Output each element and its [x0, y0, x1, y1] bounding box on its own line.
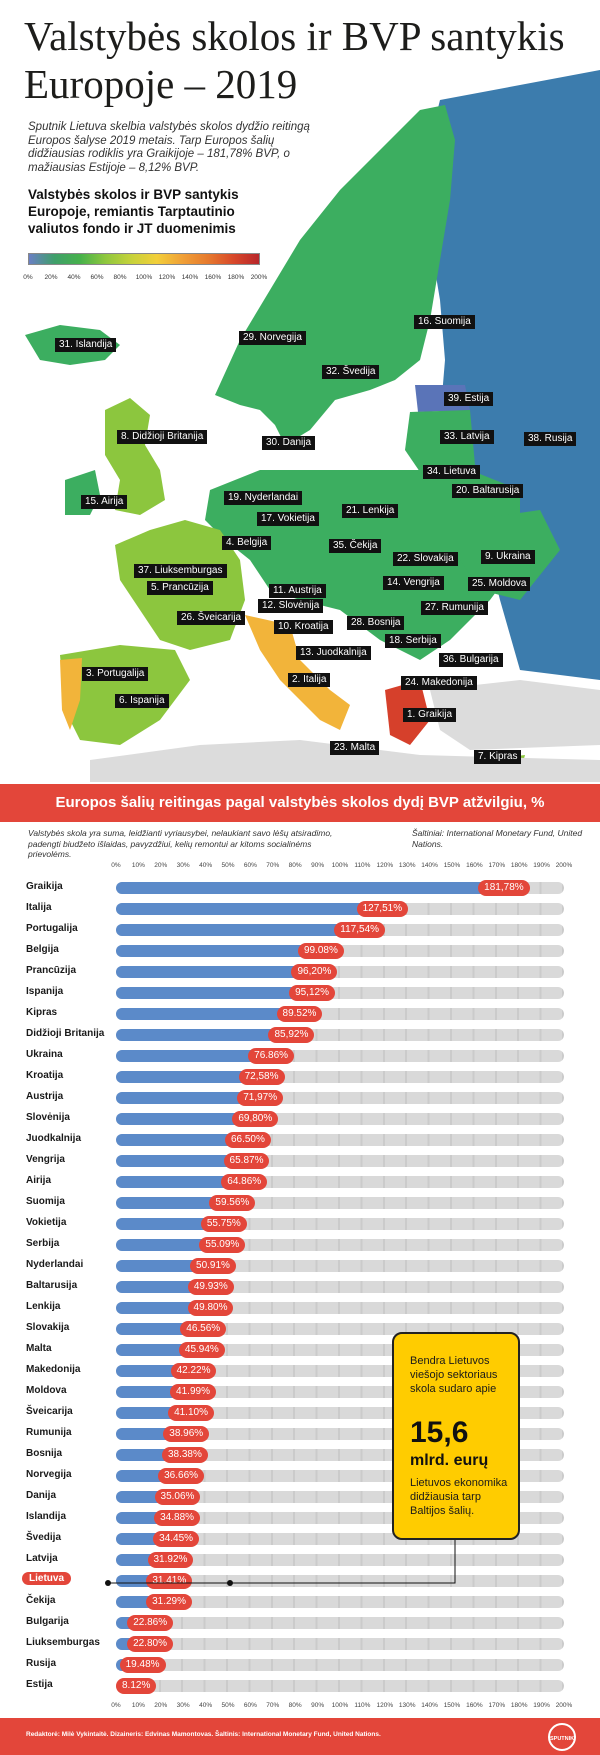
- bar-value-label: 99.08%: [298, 943, 344, 959]
- map-label: 31. Islandija: [55, 338, 116, 352]
- bar-value-label: 35.06%: [155, 1489, 201, 1505]
- map-label: 26. Šveicarija: [177, 611, 245, 625]
- bar-value-label: 71,97%: [237, 1090, 283, 1106]
- bar-value-label: 19.48%: [120, 1657, 166, 1673]
- bar-value-label: 31.92%: [148, 1552, 194, 1568]
- map-label: 33. Latvija: [440, 430, 494, 444]
- bar-category-label: Vokietija: [26, 1217, 67, 1228]
- bar-category-label: Portugalija: [26, 923, 78, 934]
- scale-tick: 160%: [204, 274, 222, 281]
- bar-category-label: Prancūzija: [26, 965, 77, 976]
- map-label: 36. Bulgarija: [439, 653, 503, 667]
- x-tick-label: 130%: [398, 1702, 416, 1709]
- bar-value-label: 117,54%: [334, 922, 385, 938]
- x-tick-label: 170%: [488, 1702, 506, 1709]
- map-label: 1. Graikija: [403, 708, 456, 722]
- map-label: 13. Juodkalnija: [296, 646, 371, 660]
- bar-value-label: 38.38%: [162, 1447, 208, 1463]
- bar-category-label: Bosnija: [26, 1448, 63, 1459]
- map-label: 14. Vengrija: [383, 576, 444, 590]
- page-title: Valstybės skolos ir BVP santykis Europoje – 2019: [24, 13, 565, 107]
- bar-value-label: 49.80%: [188, 1300, 234, 1316]
- x-tick-label: 70%: [266, 862, 280, 869]
- bar-value-label: 127,51%: [357, 901, 408, 917]
- x-tick-label: 140%: [421, 862, 438, 869]
- map-label: 17. Vokietija: [257, 512, 319, 526]
- x-tick-label: 110%: [354, 1702, 371, 1709]
- bar-category-label: Nyderlandai: [26, 1259, 84, 1270]
- info-big-number: 15,6: [410, 1416, 469, 1449]
- bar-category-label: Moldova: [26, 1385, 67, 1396]
- bar-value-label: 8.12%: [116, 1678, 156, 1694]
- source-note: Šaltiniai: International Monetary Fund, United Nations.: [412, 828, 583, 849]
- map-label: 2. Italija: [288, 673, 330, 687]
- x-tick-label: 50%: [221, 1702, 235, 1709]
- bar-category-label: Islandija: [26, 1511, 67, 1522]
- sputnik-logo: SPUTNIK: [548, 1723, 576, 1751]
- x-tick-label: 20%: [154, 1702, 168, 1709]
- bar-value-label: 36.66%: [158, 1468, 204, 1484]
- bar-value-label: 42.22%: [171, 1363, 217, 1379]
- bar-category-label: Kroatija: [26, 1070, 64, 1081]
- bar-value-label: 55.09%: [199, 1237, 245, 1253]
- footer-credits: Redaktorė: Milė Vykintaitė. Dizaineris: Edvinas Mamontovas. Šaltinis: International Monetary Fund, United Nations.: [26, 1731, 381, 1738]
- bar-category-label: Suomija: [26, 1196, 65, 1207]
- x-tick-label: 200%: [555, 862, 573, 869]
- bar-category-label: Latvija: [26, 1553, 58, 1564]
- scale-tick: 0%: [23, 274, 33, 281]
- bar-category-label: Italija: [26, 902, 52, 913]
- footer: [0, 1718, 600, 1755]
- scale-tick: 200%: [250, 274, 268, 281]
- map-label: 35. Čekija: [329, 539, 381, 553]
- bar-value-label: 41.99%: [170, 1384, 216, 1400]
- x-tick-label: 80%: [288, 862, 302, 869]
- bar-value-label: 46.56%: [180, 1321, 226, 1337]
- x-tick-label: 170%: [488, 862, 506, 869]
- map-label: 29. Norvegija: [239, 331, 306, 345]
- bar-category-label: Juodkalnija: [26, 1133, 82, 1144]
- map-label: 39. Estija: [444, 392, 493, 406]
- bar-value-label: 59.56%: [209, 1195, 255, 1211]
- bar-category-label: Liuksemburgas: [26, 1637, 100, 1648]
- map-label: 6. Ispanija: [115, 694, 169, 708]
- scale-tick: 60%: [90, 274, 104, 281]
- map-label: 23. Malta: [330, 741, 379, 755]
- bar-category-label: Slovėnija: [26, 1112, 70, 1123]
- x-tick-label: 90%: [311, 1702, 325, 1709]
- bar-value-label: 55.75%: [201, 1216, 247, 1232]
- x-tick-label: 120%: [376, 862, 394, 869]
- bar-category-label: Didžioji Britanija: [26, 1028, 105, 1039]
- bar-value-label: 22.86%: [127, 1615, 173, 1631]
- map-label: 28. Bosnija: [347, 616, 404, 630]
- x-tick-label: 60%: [243, 1702, 257, 1709]
- x-tick-label: 120%: [376, 1702, 394, 1709]
- x-tick-label: 180%: [510, 862, 528, 869]
- x-tick-label: 100%: [331, 862, 349, 869]
- bar-category-label: Serbija: [26, 1238, 60, 1249]
- x-tick-label: 70%: [266, 1702, 280, 1709]
- bar-value-label: 49.93%: [188, 1279, 234, 1295]
- map-label: 27. Rumunija: [421, 601, 488, 615]
- scale-tick: 100%: [135, 274, 153, 281]
- bar-value-label: 34.45%: [153, 1531, 199, 1547]
- map-label: 5. Prancūzija: [147, 581, 213, 595]
- map-label: 11. Austrija: [269, 584, 326, 598]
- bar-category-label: Austrija: [26, 1091, 64, 1102]
- x-tick-label: 200%: [555, 1702, 573, 1709]
- bar-value-label: 34.88%: [154, 1510, 200, 1526]
- bar-value-label: 31.41%: [146, 1573, 192, 1589]
- bar-category-label: Danija: [26, 1490, 57, 1501]
- bar-value-label: 96,20%: [291, 964, 337, 980]
- bar-value-label: 38.96%: [163, 1426, 209, 1442]
- chart-title-band: Europos šalių reitingas pagal valstybės skolos dydį BVP atžvilgiu, %: [0, 784, 600, 822]
- map-label: 37. Liuksemburgas: [134, 564, 227, 578]
- bar-value-label: 76.86%: [248, 1048, 294, 1064]
- bar-category-label: Vengrija: [26, 1154, 65, 1165]
- scale-tick: 140%: [181, 274, 199, 281]
- info-text-bottom: Lietuvos ekonomika didžiausia tarp Baltijos šalių.: [410, 1477, 508, 1517]
- x-tick-label: 40%: [199, 1702, 213, 1709]
- bar-category-label: Kipras: [26, 1007, 58, 1018]
- scale-tick: 180%: [227, 274, 245, 281]
- x-tick-label: 160%: [466, 862, 483, 869]
- bar-value-label: 89.52%: [277, 1006, 323, 1022]
- bar-value-label: 41.10%: [168, 1405, 214, 1421]
- map-label: 9. Ukraina: [481, 550, 535, 564]
- x-tick-label: 40%: [199, 862, 213, 869]
- map-label: 15. Airija: [81, 495, 127, 509]
- map-label: 18. Serbija: [385, 634, 441, 648]
- map-label: 3. Portugalija: [82, 667, 148, 681]
- map-subtitle: Valstybės skolos ir BVP santykis Europoje, remiantis Tarptautinio valiutos fondo ir JT duomenimis: [28, 187, 239, 236]
- x-tick-label: 140%: [421, 1702, 438, 1709]
- map-label: 19. Nyderlandai: [224, 491, 302, 505]
- bar-category-label: Norvegija: [26, 1469, 72, 1480]
- connector-dot: [105, 1580, 111, 1586]
- bar-category-label: Baltarusija: [26, 1280, 78, 1291]
- bar-category-label: Lietuva: [22, 1572, 71, 1585]
- scale-tick: 120%: [158, 274, 176, 281]
- x-tick-label: 80%: [288, 1702, 302, 1709]
- bar-category-label: Šveicarija: [26, 1406, 73, 1417]
- bar-value-label: 66.50%: [225, 1132, 271, 1148]
- x-tick-label: 160%: [466, 1702, 483, 1709]
- x-tick-label: 30%: [176, 862, 190, 869]
- bar-value-label: 69,80%: [232, 1111, 278, 1127]
- map-label: 20. Baltarusija: [452, 484, 523, 498]
- bar-value-label: 95,12%: [289, 985, 335, 1001]
- x-tick-label: 150%: [443, 862, 461, 869]
- bar-value-label: 45.94%: [179, 1342, 225, 1358]
- x-tick-label: 0%: [111, 862, 121, 869]
- map-label: 34. Lietuva: [423, 465, 480, 479]
- bar-value-label: 181,78%: [478, 880, 529, 896]
- bar-value-label: 65.87%: [224, 1153, 270, 1169]
- bar-category-label: Rumunija: [26, 1427, 72, 1438]
- scale-tick: 40%: [67, 274, 81, 281]
- map-label: 21. Lenkija: [342, 504, 398, 518]
- bar-category-label: Malta: [26, 1343, 52, 1354]
- map-label: 38. Rusija: [524, 432, 576, 446]
- bar-category-label: Švedija: [26, 1532, 62, 1543]
- map-label: 8. Didžioji Britanija: [117, 430, 207, 444]
- bar-value-label: 22.80%: [127, 1636, 173, 1652]
- bar-category-label: Graikija: [26, 881, 63, 892]
- map-label: 7. Kipras: [474, 750, 521, 764]
- x-tick-label: 150%: [443, 1702, 461, 1709]
- bar-value-label: 64.86%: [221, 1174, 267, 1190]
- bar-category-label: Makedonija: [26, 1364, 81, 1375]
- info-text-top: Bendra Lietuvos viešojo sektoriaus skola sudaro apie: [410, 1355, 498, 1395]
- map-label: 10. Kroatija: [274, 620, 333, 634]
- bar-value-label: 72,58%: [239, 1069, 285, 1085]
- x-tick-label: 30%: [176, 1702, 190, 1709]
- x-tick-label: 10%: [131, 862, 145, 869]
- bar-category-label: Ispanija: [26, 986, 64, 997]
- bar-category-label: Čekija: [26, 1595, 56, 1606]
- bar-category-label: Bulgarija: [26, 1616, 69, 1627]
- x-tick-label: 90%: [311, 862, 325, 869]
- bar-category-label: Belgija: [26, 944, 59, 955]
- x-tick-label: 60%: [243, 862, 257, 869]
- map-label: 32. Švedija: [322, 365, 379, 379]
- x-tick-label: 180%: [510, 1702, 528, 1709]
- x-tick-label: 130%: [398, 862, 416, 869]
- map-label: 24. Makedonija: [401, 676, 477, 690]
- bar-value-label: 85,92%: [268, 1027, 314, 1043]
- map-label: 30. Danija: [262, 436, 315, 450]
- bar-category-label: Rusija: [26, 1658, 57, 1669]
- x-tick-label: 10%: [131, 1702, 145, 1709]
- x-tick-label: 110%: [354, 862, 371, 869]
- info-unit: mlrd. eurų: [410, 1452, 489, 1469]
- x-tick-label: 190%: [533, 1702, 550, 1709]
- map-label: 25. Moldova: [468, 577, 530, 591]
- bar-category-label: Estija: [26, 1679, 53, 1690]
- x-tick-label: 190%: [533, 862, 550, 869]
- x-tick-label: 20%: [154, 862, 168, 869]
- bar-category-label: Ukraina: [26, 1049, 63, 1060]
- map-label: 4. Belgija: [222, 536, 271, 550]
- bar-category-label: Slovakija: [26, 1322, 70, 1333]
- bar-value-label: 31.29%: [146, 1594, 192, 1610]
- x-tick-label: 100%: [331, 1702, 349, 1709]
- intro-text: Sputnik Lietuva skelbia valstybės skolos dydžio reitingą Europos šalyse 2019 metais. Tarp Europos šalių didžiausias rodiklis yra Graikijoje – 181,78% BVP, o mažiausias Estijoje – 8,12% BVP.: [28, 121, 310, 174]
- scale-tick: 20%: [44, 274, 58, 281]
- bar-category-label: Airija: [26, 1175, 52, 1186]
- bar-value-label: 50.91%: [190, 1258, 236, 1274]
- connector-line-right: [230, 1540, 455, 1583]
- lithuania-info-box: [392, 1332, 520, 1540]
- map-label: 16. Suomija: [414, 315, 475, 329]
- map-label: 12. Slovėnija: [258, 599, 323, 613]
- definition-note: Valstybės skola yra suma, leidžianti vyriausybei, nelaukiant savo lėšų atsiradimo, padengti biudžeto išlaidas, pavyzdžiui, kelių remontui ar kitoms socialinėms prievolėms.: [28, 828, 333, 859]
- x-tick-label: 0%: [111, 1702, 121, 1709]
- map-label: 22. Slovakija: [393, 552, 458, 566]
- scale-tick: 80%: [113, 274, 127, 281]
- x-tick-label: 50%: [221, 862, 235, 869]
- bar-category-label: Lenkija: [26, 1301, 61, 1312]
